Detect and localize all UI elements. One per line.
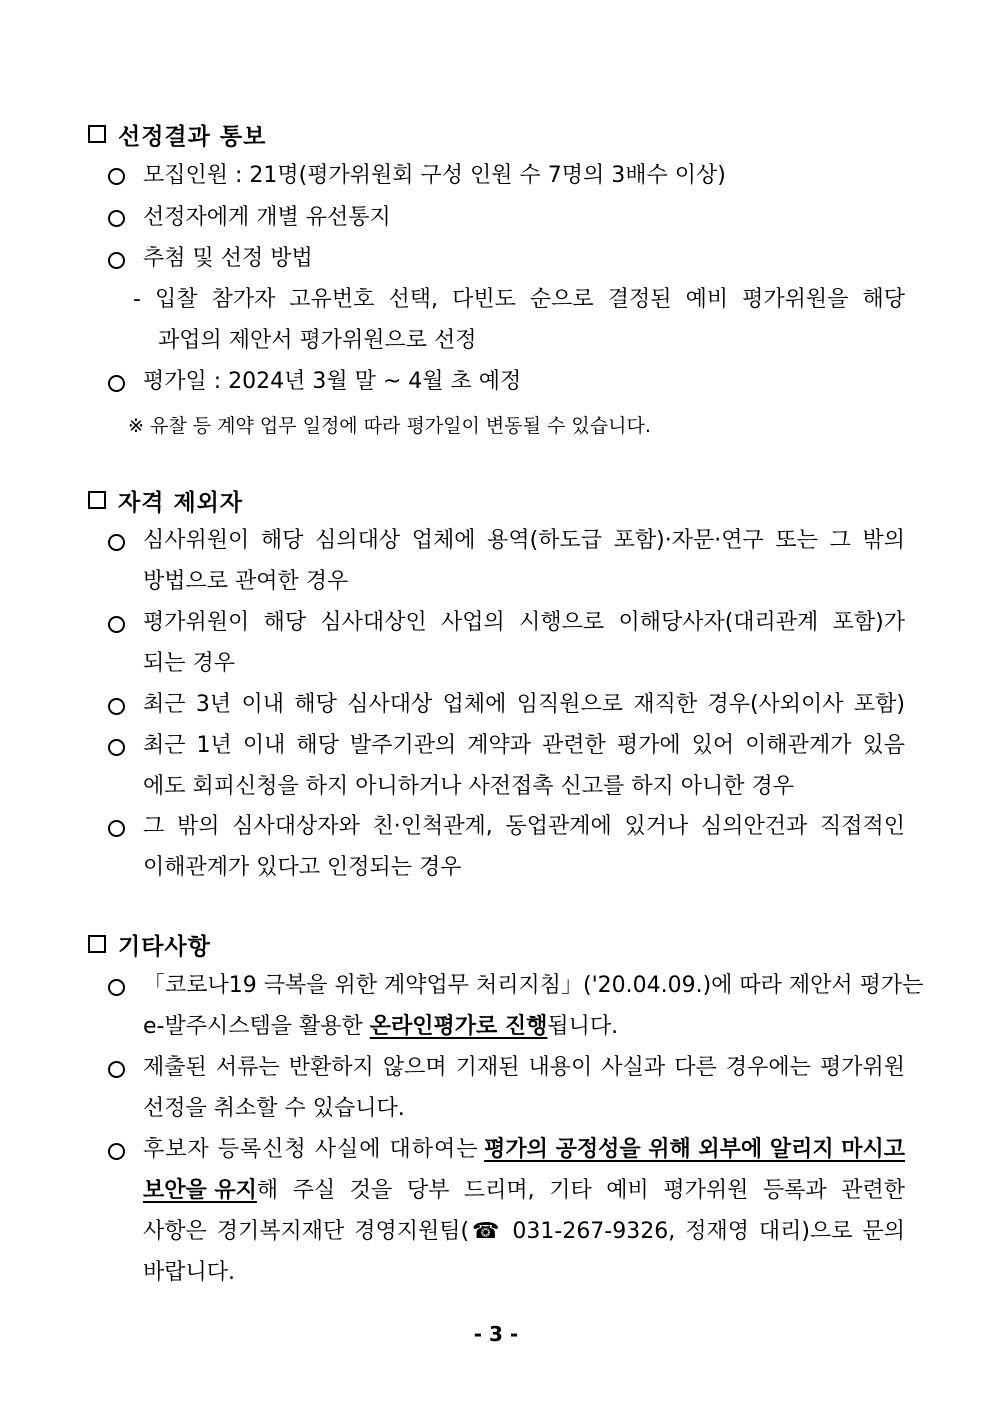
list-item-cont: e-발주시스템을 활용한 온라인평가로 진행됩니다. [143,1014,619,1039]
emphasis-online-eval: 온라인평가로 진행 [369,1014,548,1039]
list-item-cont: 되는 경우 [143,651,236,676]
checkbox-square-icon [88,935,106,953]
circle-bullet-icon [108,737,128,757]
list-item: 제출된 서류는 반환하지 않으며 기재된 내용이 사실과 다른 경우에는 평가위원 [143,1055,905,1080]
circle-bullet-icon [108,696,128,716]
note-text: ※ 유찰 등 계약 업무 일정에 따라 평가일이 변동될 수 있습니다. [128,415,651,437]
sub-item-dash-cont: 과업의 제안서 평가위원으로 선정 [158,328,477,353]
list-item: 「코로나19 극복을 위한 계약업무 처리지침」('20.04.09.)에 따라 제안서 평가는 [143,973,924,998]
list-item: 그 밖의 심사대상자와 친·인척관계, 동업관계에 있거나 심의안건과 직접적인 [143,814,905,839]
list-item: 추첨 및 선정 방법 [143,246,313,271]
page-number: - 3 - [473,1322,519,1346]
circle-bullet-icon [108,373,128,393]
circle-bullet-icon [108,818,128,838]
list-item-cont: 이해관계가 있다고 인정되는 경우 [143,855,462,880]
list-item-cont: 선정을 취소할 수 있습니다. [143,1096,405,1121]
list-item: 최근 3년 이내 해당 심사대상 업체에 임직원으로 재직한 경우(사외이사 포함) [143,692,905,717]
circle-bullet-icon [108,208,128,228]
sub-item-dash: - 입찰 참가자 고유번호 선택, 다빈도 순으로 결정된 예비 평가위원을 해당 [133,287,905,312]
list-item-cont: 보안을 유지 해 주실 것을 당부 드리며, 기타 예비 평가위원 등록과 관련한 [143,1176,905,1206]
circle-bullet-icon [108,166,128,186]
section-title-disqualification: 자격 제외자 [88,484,243,517]
list-item-eval-date: 평가일 : 2024년 3월 말 ~ 4월 초 예정 [143,369,522,394]
list-item: 선정자에게 개별 유선통지 [143,205,391,230]
list-item: 심사위원이 해당 심의대상 업체에 용역(하도급 포함)·자문·연구 또는 그 밖의 [143,528,905,553]
circle-bullet-icon [108,250,128,270]
circle-bullet-icon [108,532,128,552]
checkbox-square-icon [88,125,106,143]
list-item: 최근 1년 이내 해당 발주기관의 계약과 관련한 평가에 있어 이해관계가 있음 [143,733,905,758]
list-item: 모집인원 : 21명(평가위원회 구성 인원 수 7명의 3배수 이상) [143,163,726,188]
list-item: 후보자 등록신청 사실에 대하여는 평가의 공정성을 위해 외부에 알리지 마시고 [143,1135,905,1165]
list-item: 평가위원이 해당 심사대상인 사업의 시행으로 이해당사자(대리관계 포함)가 [143,610,905,635]
circle-bullet-icon [108,1141,128,1161]
list-item-cont: 바랍니다. [143,1260,236,1285]
checkbox-square-icon [88,491,106,509]
list-item-cont: 사항은 경기복지재단 경영지원팀(☎ 031-267-9326, 정재영 대리)으로 문의 [143,1219,905,1244]
emphasis-keep-security: 보안을 유지 [143,1178,257,1203]
section-title-other-matters: 기타사항 [88,928,211,961]
list-item-cont: 에도 회피신청을 하지 아니하거나 사전접촉 신고를 하지 아니한 경우 [143,774,795,799]
emphasis-confidentiality: 평가의 공정성을 위해 외부에 알리지 마시고 [484,1137,905,1162]
section-title-selection-result: 선정결과 통보 [88,118,266,151]
circle-bullet-icon [108,1059,128,1079]
list-item-cont: 방법으로 관여한 경우 [143,569,349,594]
circle-bullet-icon [108,977,128,997]
circle-bullet-icon [108,614,128,634]
